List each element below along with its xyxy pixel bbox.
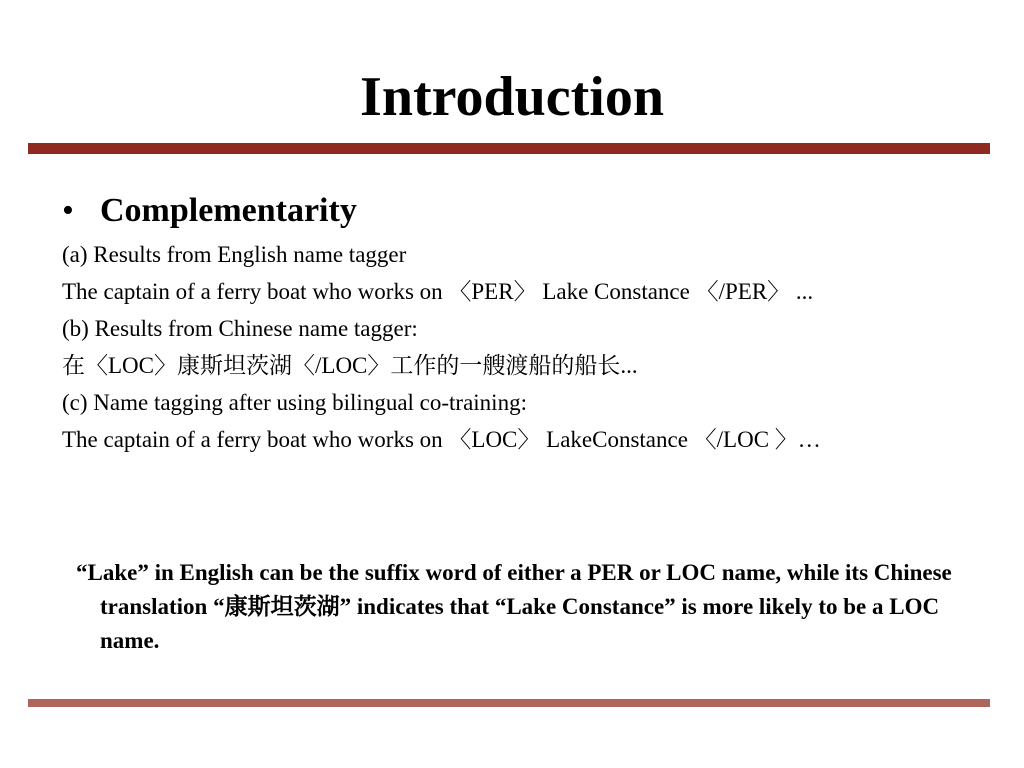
bullet-heading: Complementarity: [100, 192, 357, 229]
bullet-icon: •: [62, 192, 74, 229]
slide-body: [62, 188, 962, 456]
example-cotraining-tagging: The captain of a ferry boat who works on 〈LOC〉 LakeConstance 〈/LOC 〉…: [62, 427, 821, 452]
example-chinese-tagging: 在〈LOC〉康斯坦茨湖〈/LOC〉工作的一艘渡船的船长...: [62, 353, 638, 378]
bottom-divider: [28, 699, 990, 707]
bullet-item: [62, 188, 962, 234]
example-english-tagging: The captain of a ferry boat who works on 〈PER〉 Lake Constance 〈/PER〉 ...: [62, 279, 814, 304]
example-label-c: (c) Name tagging after using bilingual co-training:: [62, 390, 527, 415]
top-divider: [28, 143, 990, 154]
example-label-b: (b) Results from Chinese name tagger:: [62, 316, 418, 341]
key-observation: “Lake” in English can be the suffix word of either a PER or LOC name, while its Chinese translation “康斯坦茨湖” indicates that “Lake Constance” is more likely to be a LOC name.: [76, 560, 952, 653]
example-label-a: (a) Results from English name tagger: [62, 242, 407, 267]
slide-title: Introduction: [360, 66, 664, 128]
